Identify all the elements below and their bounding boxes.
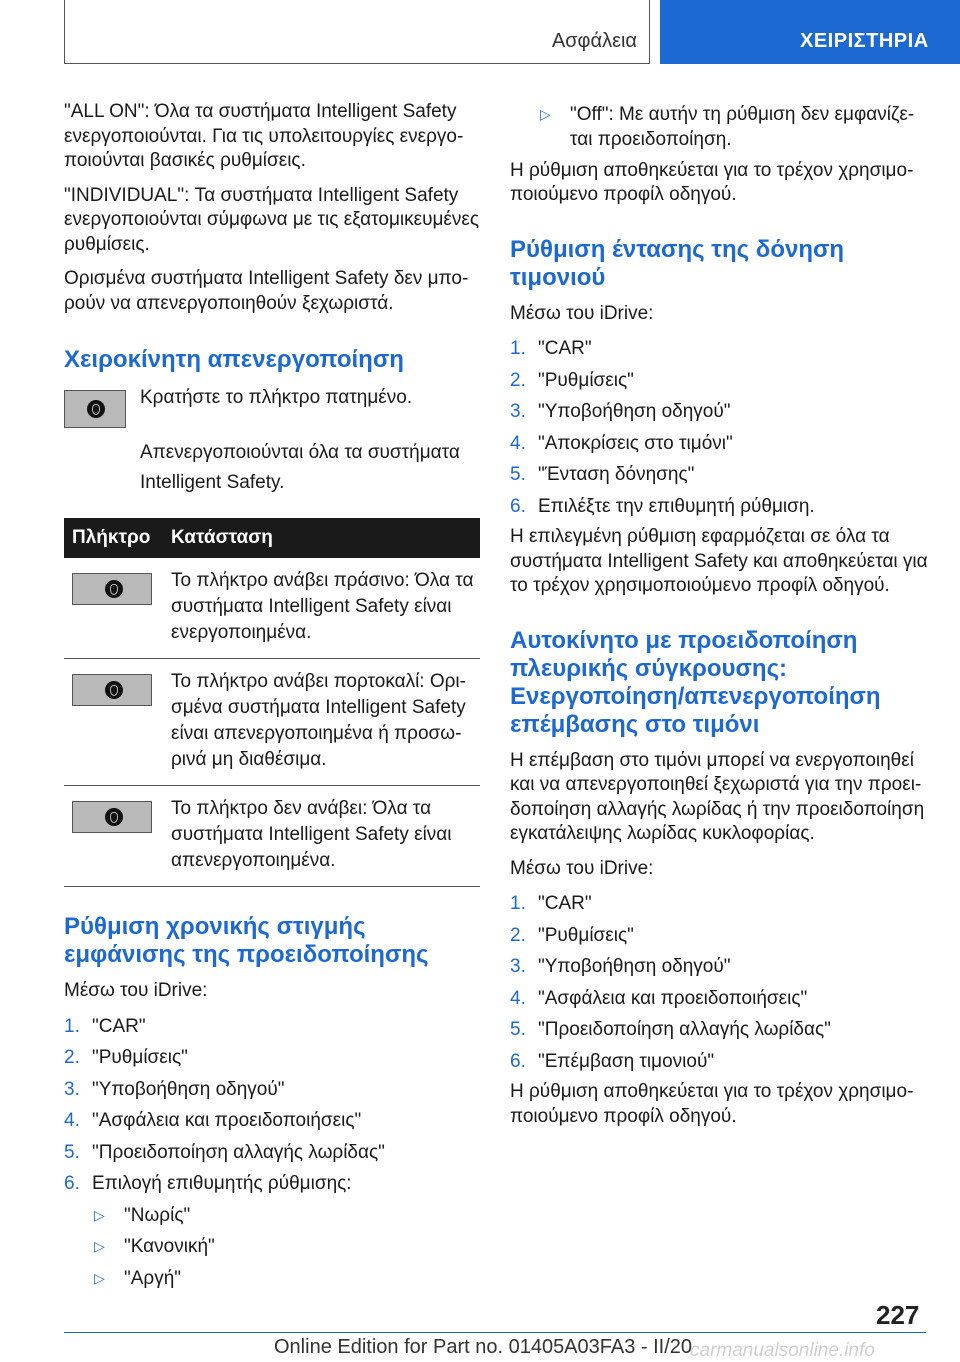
- header-chapter-box: [660, 0, 960, 64]
- saved-note-1: Η ρύθμιση αποθηκεύεται για το τρέχον χρησιμοποιούμενο προφίλ οδηγού.: [510, 159, 914, 205]
- list-item: 3. "Υποβοήθηση οδηγού": [510, 956, 731, 977]
- table-row: [64, 659, 480, 786]
- page-number: 227: [876, 1300, 920, 1330]
- steering-intro: Μέσω του iDrive:: [510, 857, 654, 879]
- table-row: [64, 558, 480, 659]
- manual-instruction: Κρατήστε το πλήκτρο πατημένο.: [140, 387, 413, 408]
- heading-warning-timing: Ρύθμιση χρονικής στιγμής εμφάνισης της προειδοποίησης: [64, 913, 429, 968]
- list-item: 5. "Ένταση δόνησης": [510, 464, 695, 485]
- list-item: 2. "Ρυθμίσεις": [510, 924, 634, 946]
- paragraph-all-on: "ALL ON": Όλα τα συστήματα Intelligent Safety ενεργοποιούνται. Για τις υπολειτουργίες ενεργοποιούνται βασικές ρυθμίσεις.: [64, 101, 464, 171]
- list-item: 6. Επιλέξτε την επιθυμητή ρύθμιση.: [510, 495, 815, 517]
- paragraph-some-systems: Ορισμένα συστήματα Intelligent Safety δεν μπορούν να απενεργοποιηθούν ξεχωριστά.: [64, 268, 469, 314]
- table-header-status: Κατάσταση: [159, 518, 480, 558]
- list-item: 5. "Προειδοποίηση αλλαγής λωρίδας": [510, 1019, 831, 1040]
- heading-vibration-intensity: Ρύθμιση έντασης της δόνηση τιμονιού: [510, 235, 845, 291]
- list-item: 5. "Προειδοποίηση αλλαγής λωρίδας": [64, 1141, 385, 1163]
- list-item: 6. "Επέμβαση τιμονιού": [510, 1050, 715, 1072]
- button-status-table: [64, 518, 480, 887]
- intelligent-safety-button-off-icon: [72, 801, 152, 833]
- timing-intro: Μέσω του iDrive:: [64, 980, 208, 1001]
- list-item: 4. "Ασφάλεια και προειδοποιήσεις": [64, 1110, 362, 1131]
- vibration-steps: [510, 336, 928, 519]
- vibration-after: Η επιλεγμένη ρύθμιση εφαρμόζεται σε όλα τα συστήματα Intelligent Safety και αποθηκεύεται για το τρέχον χρησιμοποιούμενο προφίλ οδηγού.: [510, 526, 928, 596]
- intelligent-safety-button-icon: [64, 390, 126, 428]
- list-item: 3. "Υποβοήθηση οδηγού": [510, 401, 731, 422]
- steering-intervention-text: Η επέμβαση στο τιμόνι μπορεί να ενεργοποιηθεί και να απενεργοποιηθεί ξεχωριστά για την προειδοποίηση αλλαγής λωρίδας ή την προειδοποίηση εγκατάλειψης λωρίδας κυκλοφορίας.: [510, 749, 925, 844]
- table-header-button: Πλήκτρο: [64, 518, 159, 558]
- header-section-box: [64, 0, 650, 64]
- option-item: ▷ "Νωρίς": [94, 1204, 191, 1226]
- list-item: 4. "Αποκρίσεις στο τιμόνι": [510, 432, 733, 454]
- table-row: [64, 786, 480, 887]
- list-item: 4. "Ασφάλεια και προειδοποιήσεις": [510, 987, 808, 1009]
- option-item: ▷ "Off": Με αυτήν τη ρύθμιση δεν εμφανίζεται προειδοποίηση.: [540, 104, 915, 150]
- off-option-list: [540, 102, 928, 152]
- timing-options: [94, 1203, 482, 1291]
- paragraph-individual: "INDIVIDUAL": Τα συστήματα Intelligent Safety ενεργοποιούνται σύμφωνα με τις εξατομικευμένες ρυθμίσεις.: [64, 184, 480, 255]
- saved-note-2: Η ρύθμιση αποθηκεύεται για το τρέχον χρησιμοποιούμενο προφίλ οδηγού.: [510, 1081, 914, 1127]
- intelligent-safety-button-green-icon: [72, 573, 152, 605]
- chapter-title: ΧΕΙΡΙΣΤΗΡΙΑ: [800, 30, 929, 52]
- list-item: 2. "Ρυθμίσεις": [64, 1047, 188, 1068]
- option-item: ▷ "Κανονική": [94, 1236, 215, 1257]
- list-item: 6. Επιλογή επιθυμητής ρύθμισης:: [64, 1173, 352, 1194]
- vibration-intro: Μέσω του iDrive:: [510, 302, 654, 324]
- left-column: [64, 100, 482, 1297]
- triangle-bullet-icon: ▷: [94, 1206, 105, 1223]
- steering-steps: [510, 891, 928, 1074]
- manual-deactivation-row: [64, 382, 482, 442]
- manual-result-line: Απενεργοποιούνται όλα τα συστήματα Intelligent Safety.: [140, 442, 460, 493]
- option-item: ▷ "Αργή": [94, 1267, 182, 1289]
- list-item: 2. "Ρυθμίσεις": [510, 369, 634, 391]
- list-item: 1. "CAR": [510, 338, 592, 359]
- heading-steering-intervention: Αυτοκίνητο με προειδοποίηση πλευρικής σύγκρουσης: Ενεργοποίηση/απενεργοποίηση επέμβασης στο τιμόνι: [510, 626, 881, 738]
- list-item: 1. "CAR": [510, 893, 592, 914]
- table-cell-status: Το πλήκτρο ανάβει πράσινο: Όλα τα συστήματα Intelligent Safety είναι ενεργοποιημένα.: [159, 558, 480, 659]
- footer-edition: Online Edition for Part no. 01405A03FA3 - II/20: [274, 1336, 693, 1358]
- table-cell-status: Το πλήκτρο ανάβει πορτοκαλί: Ορισμένα συστήματα Intelligent Safety είναι απενεργοποιημένα ή προσωρινά μη διαθέσιμα.: [159, 659, 480, 786]
- section-title: Ασφάλεια: [551, 30, 637, 52]
- list-item: 1. "CAR": [64, 1015, 146, 1037]
- table-header-row: [64, 518, 480, 558]
- triangle-bullet-icon: ▷: [94, 1269, 105, 1286]
- list-item: 3. "Υποβοήθηση οδηγού": [64, 1078, 285, 1100]
- triangle-bullet-icon: ▷: [94, 1238, 105, 1254]
- right-column: [510, 100, 928, 1139]
- manual-result: [64, 438, 482, 498]
- timing-steps: [64, 1014, 482, 1197]
- intelligent-safety-button-orange-icon: [72, 674, 152, 706]
- table-cell-status: Το πλήκτρο δεν ανάβει: Όλα τα συστήματα Intelligent Safety είναι απενεργοποιημένα.: [159, 786, 480, 887]
- watermark: carmanualsonline.info: [690, 1340, 875, 1361]
- triangle-bullet-icon: ▷: [540, 106, 551, 122]
- heading-manual-deactivation: Χειροκίνητη απενεργοποίηση: [64, 346, 404, 373]
- footer-divider: [64, 1332, 926, 1333]
